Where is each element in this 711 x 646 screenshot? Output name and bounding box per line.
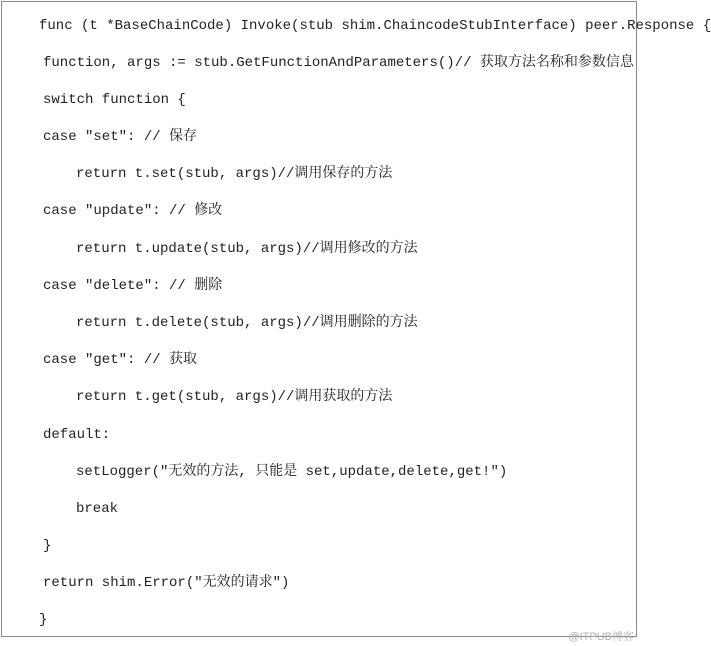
code-line-11: return t.get(stub, args)//调用获取的方法	[76, 389, 393, 405]
code-line-16: return shim.Error("无效的请求")	[43, 575, 290, 591]
code-line-5: return t.set(stub, args)//调用保存的方法	[76, 166, 393, 182]
watermark: @ITPUB博客	[568, 631, 634, 643]
code-line-6: case "update": // 修改	[43, 203, 223, 219]
code-line-13: setLogger("无效的方法, 只能是 set,update,delete,get!")	[76, 464, 508, 480]
code-line-8: case "delete": // 删除	[43, 278, 223, 294]
code-block	[1, 1, 711, 637]
code-line-3: switch function {	[43, 92, 186, 108]
code-line-10: case "get": // 获取	[43, 352, 198, 368]
code-line-9: return t.delete(stub, args)//调用删除的方法	[76, 315, 418, 331]
code-line-4: case "set": // 保存	[43, 129, 198, 145]
code-line-1: func (t *BaseChainCode) Invoke(stub shim.ChaincodeStubInterface) peer.Response {	[39, 18, 711, 34]
code-line-17: }	[39, 612, 48, 628]
code-line-15: }	[43, 538, 52, 554]
code-line-7: return t.update(stub, args)//调用修改的方法	[76, 241, 418, 257]
code-line-14: break	[76, 501, 119, 517]
code-line-2: function, args := stub.GetFunctionAndParameters()// 获取方法名称和参数信息	[43, 55, 634, 71]
code-line-12: default:	[43, 427, 111, 443]
